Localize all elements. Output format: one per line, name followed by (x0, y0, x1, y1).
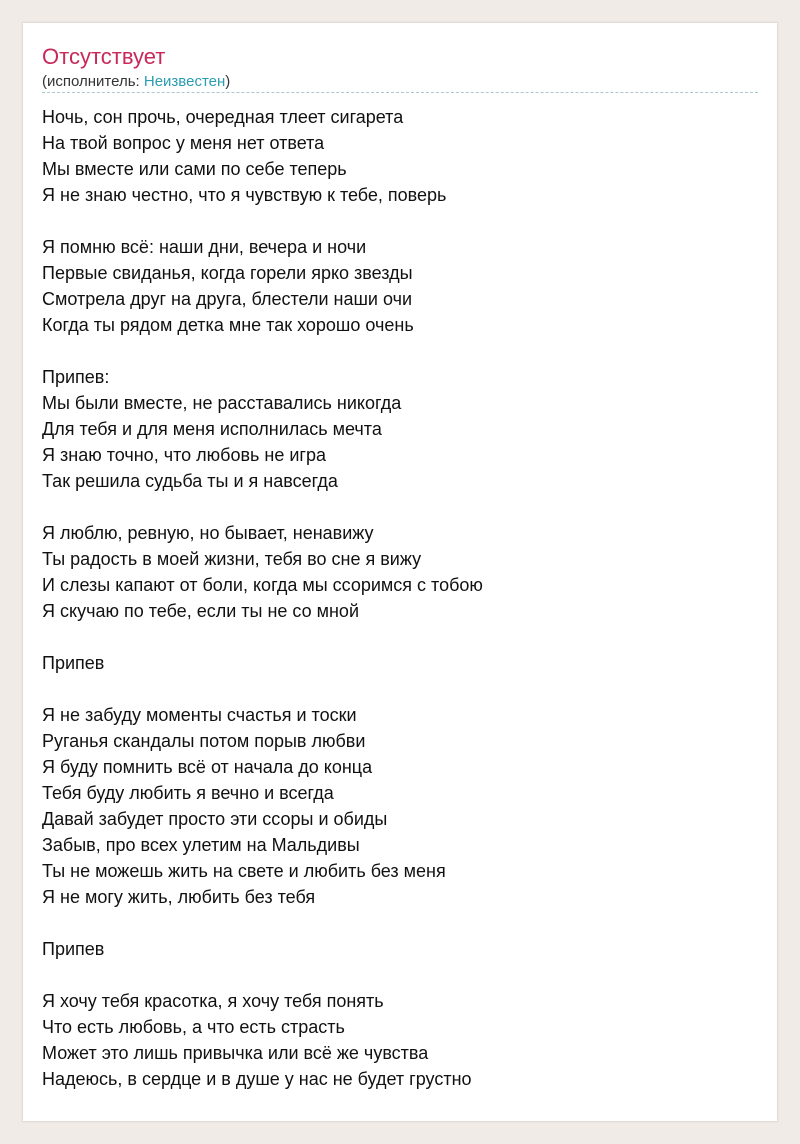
lyric-line: Я скучаю по тебе, если ты не со мной (42, 601, 359, 621)
stanza-break (42, 624, 758, 650)
lyric-line: Я люблю, ревную, но бывает, ненавижу (42, 523, 374, 543)
lyric-line: Я знаю точно, что любовь не игра (42, 445, 326, 465)
lyric-line: Я хочу тебя красотка, я хочу тебя понять (42, 991, 384, 1011)
lyric-line: Забыв, про всех улетим на Мальдивы (42, 835, 360, 855)
lyrics-text (42, 104, 758, 1092)
lyric-line: Когда ты рядом детка мне так хорошо очень (42, 315, 414, 335)
lyric-line: Что есть любовь, а что есть страсть (42, 1017, 345, 1037)
lyric-line: Я не знаю честно, что я чувствую к тебе, поверь (42, 185, 447, 205)
stanza-break (42, 494, 758, 520)
lyric-line: Руганья скандалы потом порыв любви (42, 731, 366, 751)
lyric-line: Я не могу жить, любить без тебя (42, 887, 316, 907)
lyric-line: Я помню всё: наши дни, вечера и ночи (42, 237, 367, 257)
lyric-line: Припев (42, 939, 105, 959)
lyric-line: Мы были вместе, не расставались никогда (42, 393, 402, 413)
stanza-break (42, 208, 758, 234)
stanza-break (42, 962, 758, 988)
lyric-line: Тебя буду любить я вечно и всегда (42, 783, 334, 803)
artist-link[interactable]: Неизвестен (143, 73, 226, 90)
artist-prefix: (исполнитель: (42, 73, 144, 90)
title-divider (42, 92, 758, 93)
lyric-line: Смотрела друг на друга, блестели наши очи (42, 289, 413, 309)
lyric-line: И слезы капают от боли, когда мы ссоримся с тобою (42, 575, 483, 595)
lyric-line: Мы вместе или сами по себе теперь (42, 159, 347, 179)
lyric-line: Ты не можешь жить на свете и любить без меня (42, 861, 446, 881)
song-title: Отсутствует (42, 44, 166, 69)
stanza-break (42, 910, 758, 936)
lyric-line: Так решила судьба ты и я навсегда (42, 471, 338, 491)
stanza-break (42, 676, 758, 702)
artist-line (42, 73, 230, 91)
lyric-line: Я буду помнить всё от начала до конца (42, 757, 373, 777)
lyric-line: Я не забуду моменты счастья и тоски (42, 705, 357, 725)
lyric-line: Припев (42, 653, 105, 673)
lyric-line: Ночь, сон прочь, очередная тлеет сигарета (42, 107, 404, 127)
lyric-line: Надеюсь, в сердце и в душе у нас не будет грустно (42, 1069, 472, 1089)
stanza-break (42, 338, 758, 364)
lyric-line: Первые свиданья, когда горели ярко звезды (42, 263, 413, 283)
lyric-line: Давай забудет просто эти ссоры и обиды (42, 809, 388, 829)
lyric-line: Может это лишь привычка или всё же чувства (42, 1043, 429, 1063)
lyric-line: Припев: (42, 367, 110, 387)
artist-suffix: ) (225, 73, 231, 90)
lyric-line: Ты радость в моей жизни, тебя во сне я вижу (42, 549, 422, 569)
lyric-line: На твой вопрос у меня нет ответа (42, 133, 325, 153)
lyric-line: Для тебя и для меня исполнилась мечта (42, 419, 382, 439)
